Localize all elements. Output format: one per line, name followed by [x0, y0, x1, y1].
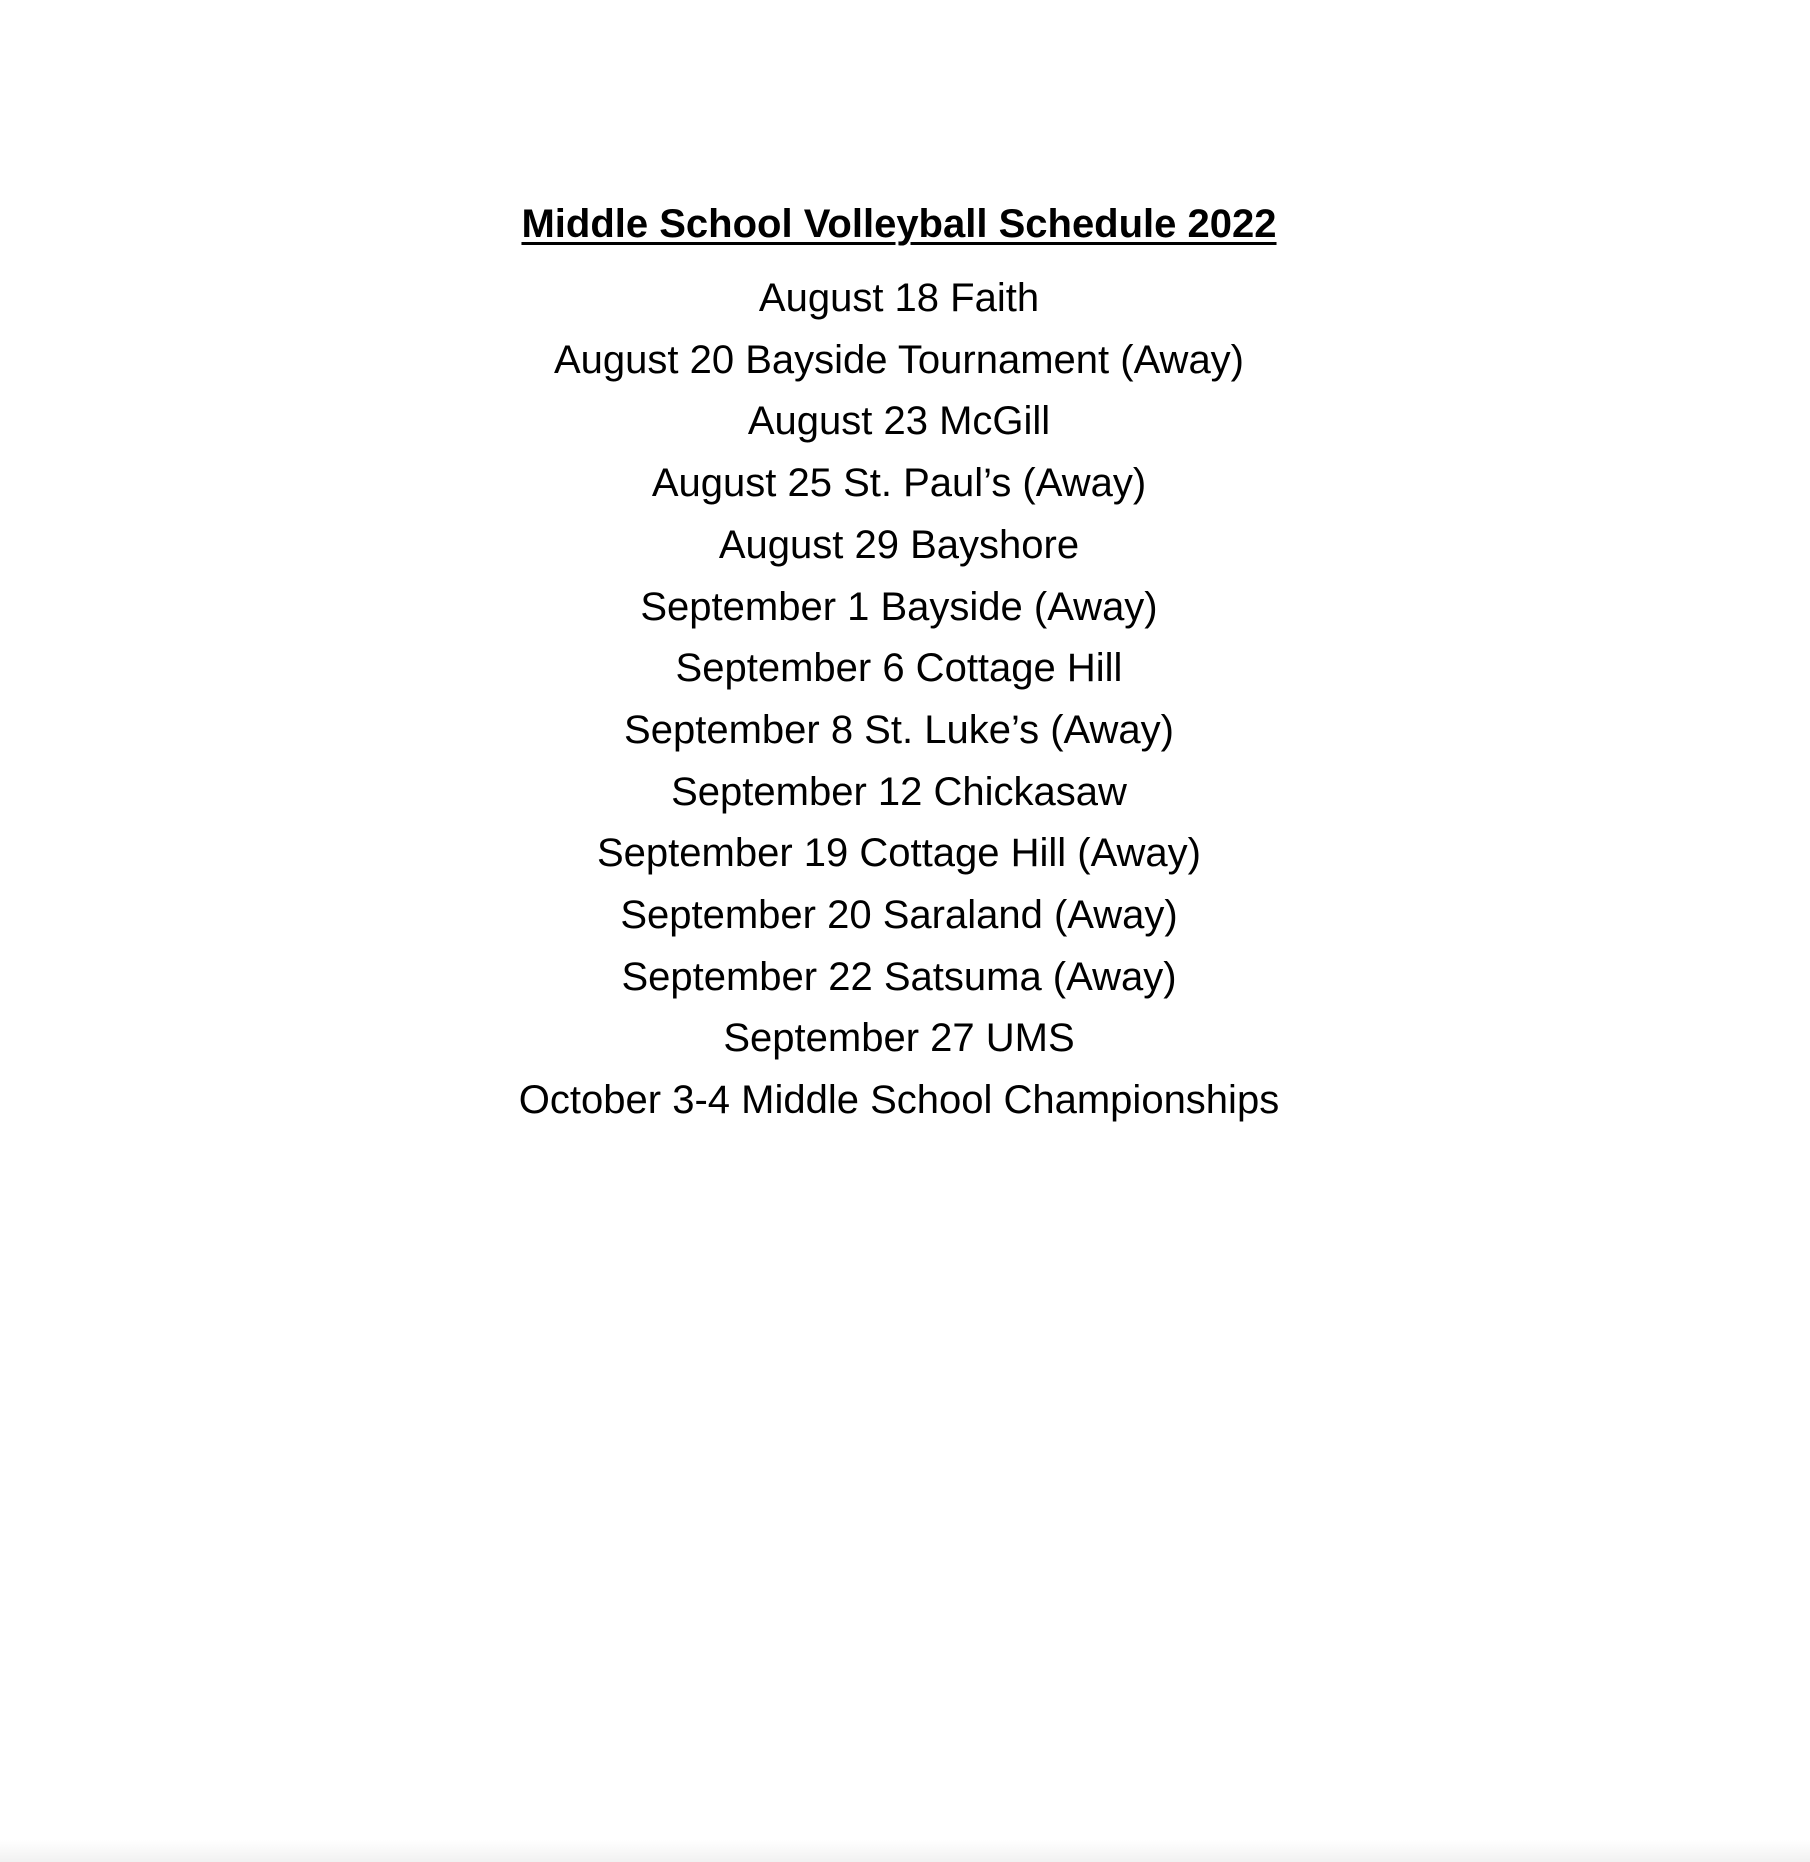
document-content — [0, 196, 1798, 1132]
schedule-item: September 22 Satsuma (Away) — [621, 954, 1177, 999]
schedule-item: August 18 Faith — [758, 276, 1040, 320]
schedule-item: August 20 Bayside Tournament (Away) — [553, 337, 1245, 382]
schedule-item: August 23 McGill — [747, 399, 1051, 444]
schedule-list — [0, 268, 1798, 1132]
page-bottom-edge — [0, 1840, 1810, 1862]
schedule-item: September 6 Cottage Hill — [675, 646, 1123, 691]
schedule-item: September 19 Cottage Hill (Away) — [597, 831, 1201, 876]
schedule-item: September 12 Chickasaw — [671, 769, 1127, 814]
schedule-item: September 20 Saraland (Away) — [620, 893, 1178, 938]
schedule-item: August 25 St. Paul’s (Away) — [651, 461, 1147, 506]
schedule-item: September 27 UMS — [723, 1016, 1075, 1061]
page-title: Middle School Volleyball Schedule 2022 — [521, 202, 1277, 246]
schedule-item: August 29 Bayshore — [718, 522, 1080, 567]
schedule-item: September 8 St. Luke’s (Away) — [624, 707, 1174, 752]
schedule-item: October 3-4 Middle School Championships — [518, 1078, 1280, 1123]
schedule-item: September 1 Bayside (Away) — [640, 584, 1158, 629]
